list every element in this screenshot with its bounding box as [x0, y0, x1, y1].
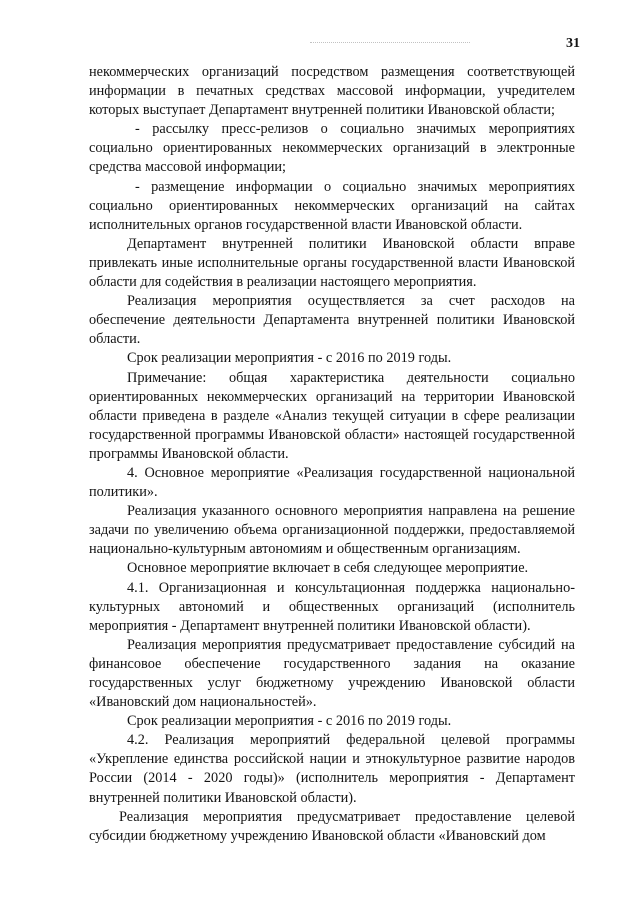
paragraph: некоммерческих организаций посредством размещения соответствующей информации в печатных средствах массовой информации, учредителем которых выступает Департамент внутренней политики Ивановской области; — [89, 64, 575, 119]
paragraph: Реализация мероприятия осуществляется за счет расходов на обеспечение деятельности Департамента внутренней политики Ивановской области. — [89, 293, 575, 348]
paragraph: Реализация мероприятия предусматривает предоставление целевой субсидии бюджетному учреждению Ивановской области «Ивановский дом — [89, 808, 575, 844]
paragraph: Реализация указанного основного мероприятия направлена на решение задачи по увеличению объема организационной поддержки, предоставляемой национально-культурным автономиям и общественным организациям. — [89, 503, 575, 558]
page-number: 31 — [566, 36, 580, 51]
paragraph: Примечание: общая характеристика деятельности социально ориентированных некоммерческих организаций на территории Ивановской области приведена в разделе «Анализ текущей ситуации в сфере реализации государственной программы Ивановской области» настоящей государственной программы Ивановской области. — [89, 369, 575, 462]
paragraph: 4.2. Реализация мероприятий федеральной целевой программы «Укрепление единства российской нации и этнокультурное развитие народов России (2014 - 2020 годы)» (исполнитель мероприятия - Департамент внутренней политики Ивановской области). — [89, 732, 575, 806]
paragraph: Департамент внутренней политики Ивановской области вправе привлекать иные исполнительные органы государственной власти Ивановской области для содействия в реализации настоящего мероприятия. — [89, 235, 575, 291]
paragraph: Основное мероприятие включает в себя следующее мероприятие. — [127, 560, 529, 577]
paragraph: Реализация мероприятия предусматривает предоставление субсидий на финансовое обеспечение государственного задания на оказание государственных услуг бюджетному учреждению Ивановской области «Ивановский дом национальностей». — [89, 636, 575, 711]
paragraph: - рассылку пресс-релизов о социально значимых мероприятиях социально ориентированных некоммерческих организаций в электронные средства массовой информации; — [89, 121, 575, 176]
paragraph: - размещение информации о социально значимых мероприятиях социально ориентированных некоммерческих организаций на сайтах исполнительных органов государственной власти Ивановской области. — [89, 178, 575, 233]
document-body — [89, 63, 575, 846]
paragraph: 4. Основное мероприятие «Реализация государственной национальной политики». — [89, 464, 575, 501]
paragraph: Срок реализации мероприятия - с 2016 по 2019 годы. — [127, 350, 452, 367]
paragraph: Срок реализации мероприятия - с 2016 по 2019 годы. — [127, 713, 452, 730]
scan-artifact — [310, 42, 470, 44]
paragraph: 4.1. Организационная и консультационная поддержка национально-культурных автономий и общественных организаций (исполнитель мероприятия - Департамент внутренней политики Ивановской области). — [89, 579, 575, 634]
